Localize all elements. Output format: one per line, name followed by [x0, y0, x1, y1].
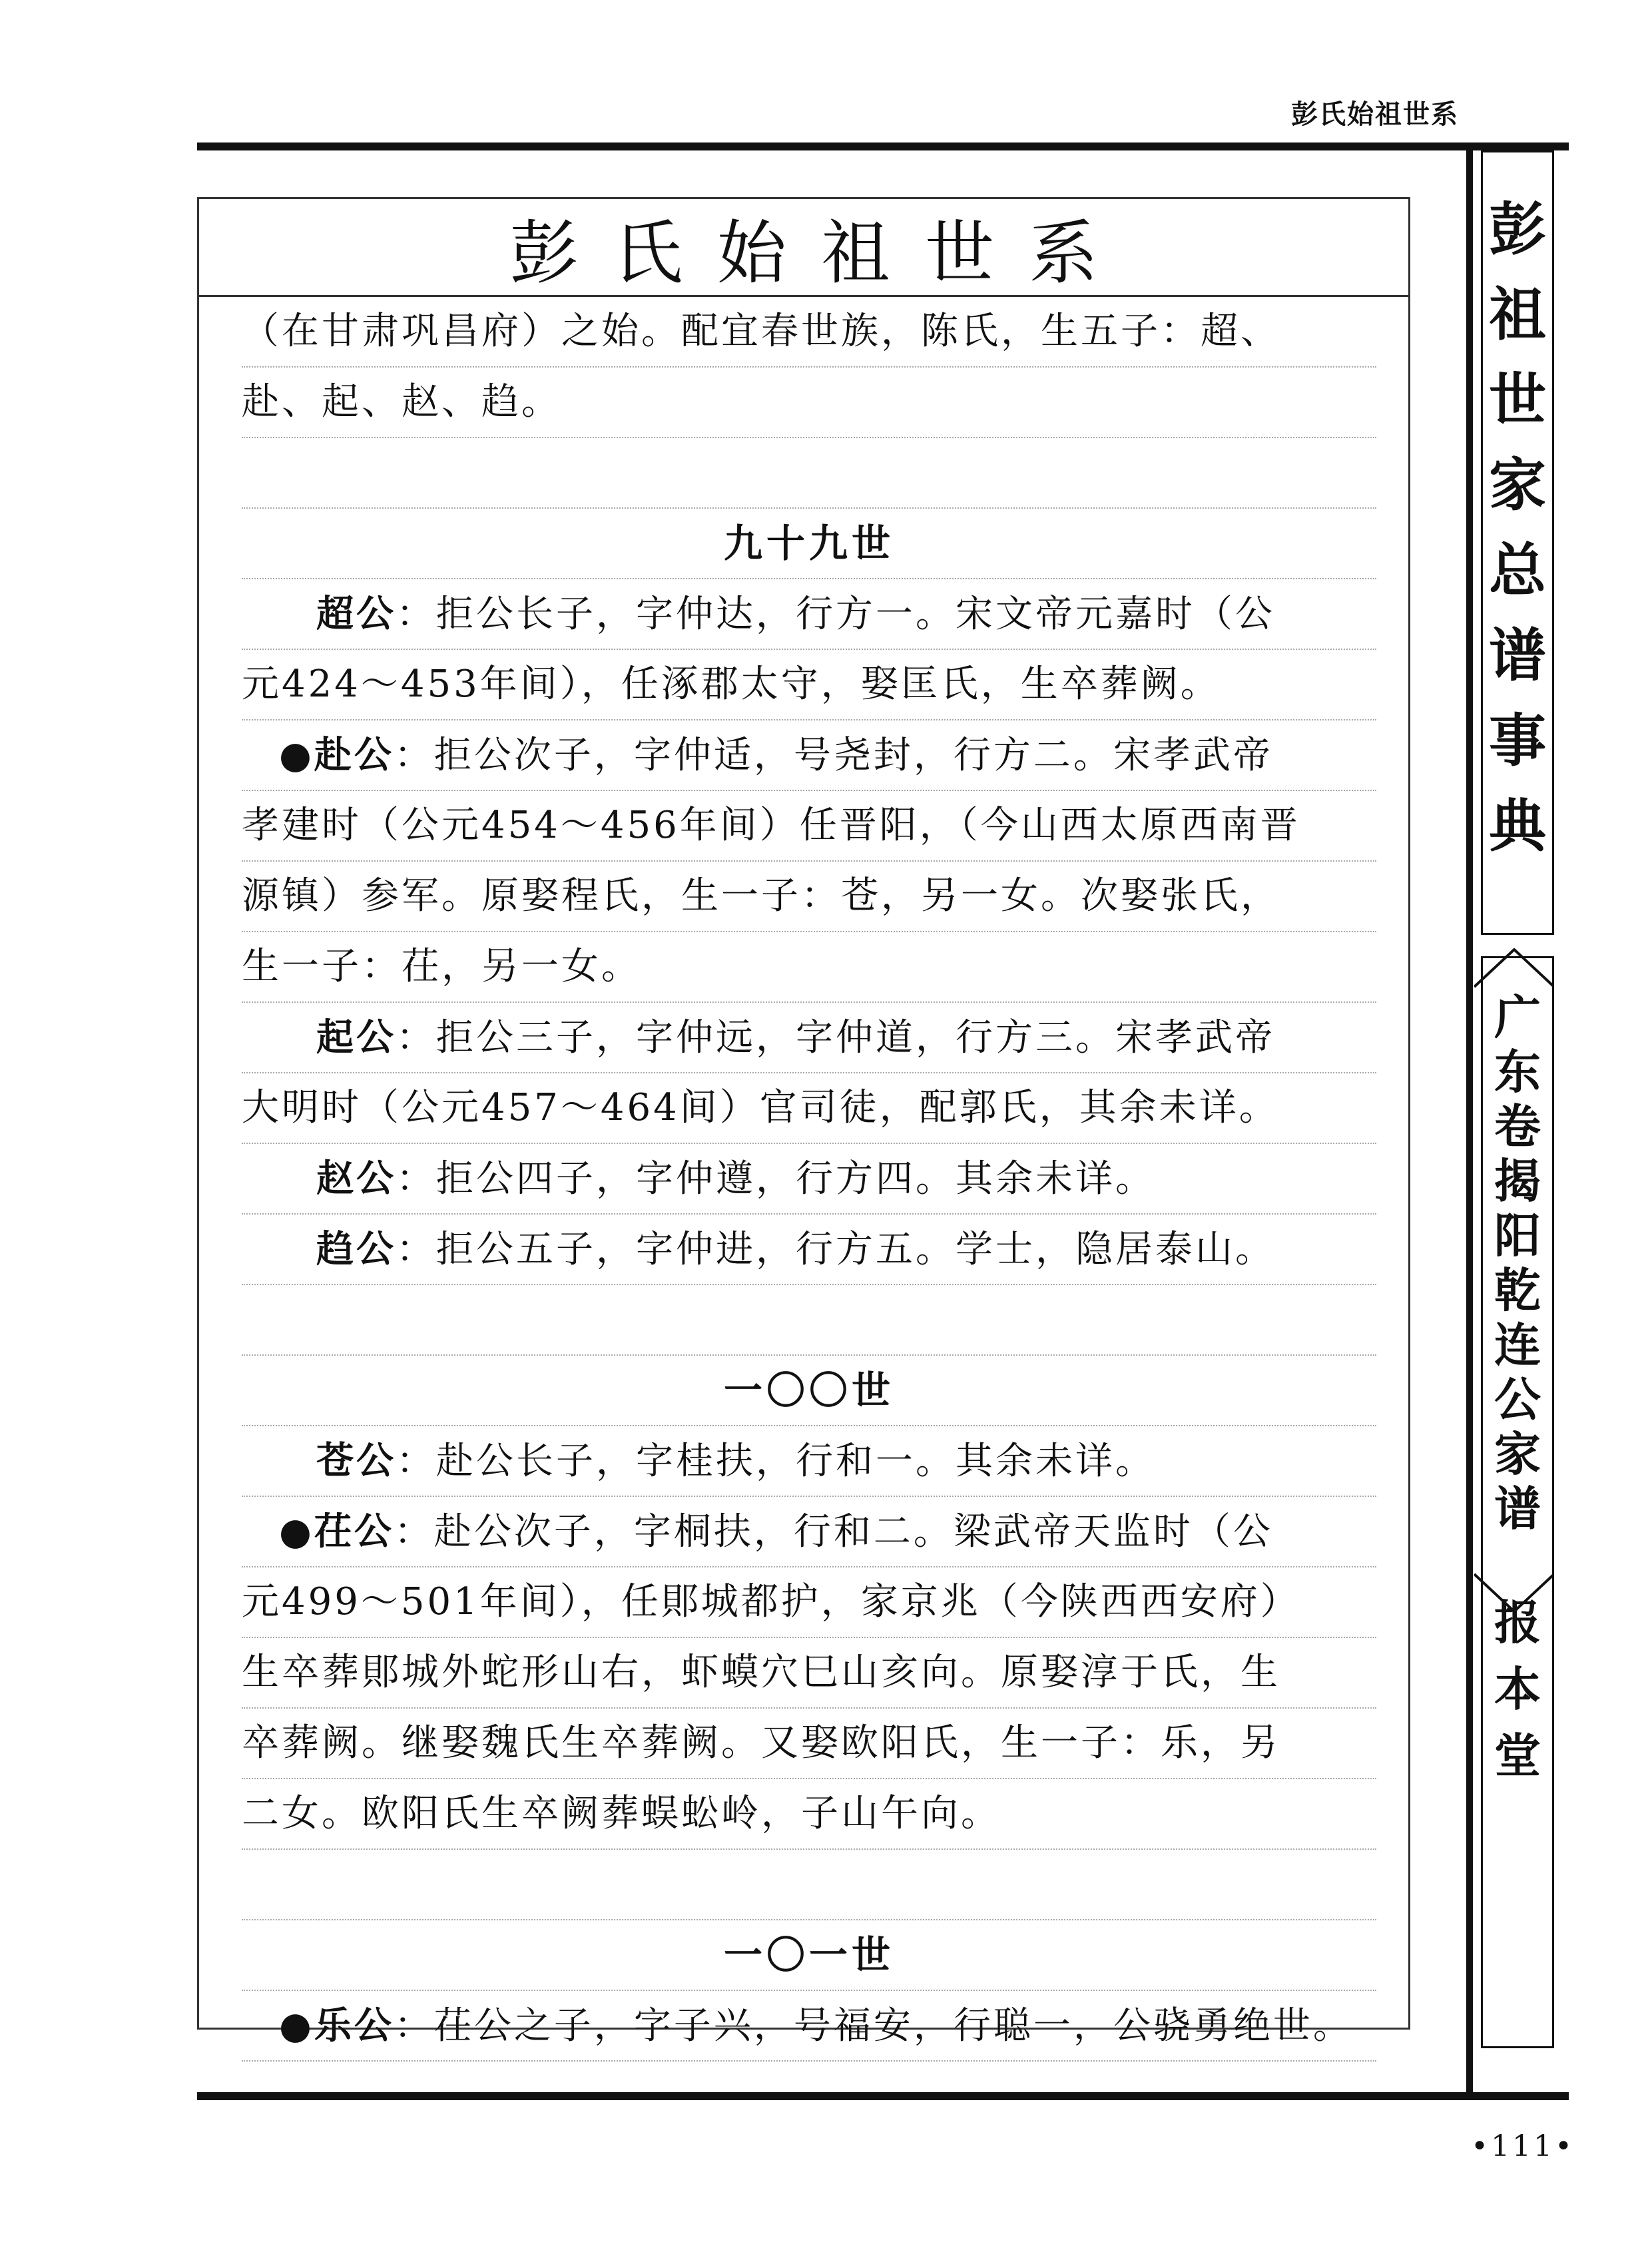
line-text: ：拒公长子，字仲达，行方一。宋文帝元嘉时（公 [396, 593, 1275, 636]
line-text: 卒葬阙。继娶魏氏生卒葬阙。又娶欧阳氏，生一子：乐，另 [242, 1721, 1280, 1765]
entry-first-line [242, 1991, 1376, 2062]
entry-first-line [242, 1003, 1376, 1073]
text-line [242, 1850, 1376, 1920]
side-spine [1466, 150, 1562, 2092]
line-text: ：拒公三子，字仲远，字仲道，行方三。宋孝武帝 [396, 1016, 1275, 1059]
line-text: 元424～453年间），任涿郡太守，娶匡氏，生卒葬阙。 [242, 663, 1221, 706]
top-rule [197, 142, 1569, 150]
entry-first-line [242, 1497, 1376, 1567]
spine-char: 公 [1494, 1372, 1541, 1427]
spine-volume-title [1483, 958, 1552, 1536]
spine-char: 家 [1489, 452, 1546, 519]
spine-char: 报 [1494, 1595, 1541, 1650]
entry-first-line [242, 1426, 1376, 1497]
line-text: 大明时（公元457～464间）官司徒，配郭氏，其余未详。 [242, 1086, 1279, 1129]
bottom-rule [197, 2092, 1569, 2100]
spine-char: 谱 [1494, 1482, 1541, 1536]
text-line [242, 650, 1376, 720]
line-text: 二女。欧阳氏生卒阙葬蜈蚣岭，子山午向。 [242, 1792, 1001, 1835]
spine-book-title [1483, 152, 1552, 869]
bullet-mark: ● [279, 2004, 314, 2048]
text-line [242, 438, 1376, 509]
spine-char: 祖 [1489, 282, 1546, 348]
text-lines [199, 297, 1408, 2062]
line-text: 元499～501年间），任郥城都护，家京兆（今陕西西安府） [242, 1580, 1300, 1623]
person-name: 赵公 [316, 1157, 396, 1201]
spine-char: 彭 [1489, 196, 1546, 263]
spine-char: 乾 [1494, 1263, 1541, 1318]
entry-first-line [242, 720, 1376, 791]
line-text: 生一子：茌，另一女。 [242, 945, 641, 988]
text-line [242, 1779, 1376, 1850]
spine-char: 阳 [1494, 1209, 1541, 1263]
person-name: 趋公 [316, 1227, 396, 1271]
spine-char: 典 [1489, 793, 1546, 860]
spine-char: 事 [1489, 708, 1546, 774]
entry-first-line [242, 1144, 1376, 1215]
line-text: 赴、起、赵、趋。 [242, 380, 561, 423]
bullet-mark: ● [279, 733, 314, 777]
spine-char: 卷 [1494, 1099, 1541, 1154]
spine-char: 世 [1489, 367, 1546, 433]
spine-char: 本 [1494, 1662, 1541, 1717]
running-head: 彭氏始祖世系 [1291, 99, 1459, 130]
generation-heading: 一〇〇世 [242, 1356, 1376, 1426]
entry-first-line [242, 1215, 1376, 1285]
spine-char: 广 [1494, 990, 1541, 1045]
person-name: 超公 [316, 592, 396, 636]
spine-char: 家 [1494, 1427, 1541, 1482]
page-number: •111• [1471, 2129, 1575, 2163]
text-line [242, 791, 1376, 862]
text-line [242, 1285, 1376, 1356]
text-line [242, 932, 1376, 1003]
text-line [242, 297, 1376, 368]
person-name: 茌公 [314, 1510, 394, 1553]
line-text: 生卒葬郥城外蛇形山右，虾蟆穴巳山亥向。原娶淳于氏，生 [242, 1651, 1280, 1694]
main-text-box [197, 197, 1410, 2048]
text-line [242, 862, 1376, 932]
generation-heading: 一〇一世 [242, 1920, 1376, 1991]
line-text: 孝建时（公元454～456年间）任晋阳，（今山西太原西南晋 [242, 804, 1300, 847]
spine-char: 揭 [1494, 1154, 1541, 1209]
spine-char: 连 [1494, 1318, 1541, 1372]
spine-lower-panel [1481, 956, 1554, 2048]
bullet-mark: ● [279, 1510, 314, 1553]
line-text: ：拒公次子，字仲适，号尧封，行方二。宋孝武帝 [394, 734, 1273, 777]
line-text: ：赴公长子，字桂扶，行和一。其余未详。 [396, 1440, 1155, 1483]
spine-char: 谱 [1489, 623, 1546, 689]
line-text: ：茌公之子，字子兴，号福安，行聪一，公骁勇绝世。 [394, 2004, 1353, 2048]
entry-first-line [242, 579, 1376, 650]
text-line [242, 1709, 1376, 1779]
text-line [242, 1567, 1376, 1638]
text-line [242, 368, 1376, 438]
person-name: 乐公 [314, 2004, 394, 2048]
line-text: ：赴公次子，字桐扶，行和二。梁武帝天监时（公 [394, 1510, 1273, 1553]
text-line [242, 1638, 1376, 1709]
line-text: ：拒公四子，字仲遵，行方四。其余未详。 [396, 1157, 1155, 1201]
spine-char: 堂 [1494, 1729, 1541, 1783]
line-text: （在甘肃巩昌府）之始。配宜春世族，陈氏，生五子：超、 [242, 310, 1280, 353]
spine-char: 东 [1494, 1045, 1541, 1099]
person-name: 赴公 [314, 733, 394, 777]
person-name: 起公 [316, 1015, 396, 1059]
person-name: 苍公 [316, 1439, 396, 1483]
title-bar [199, 199, 1408, 297]
generation-heading: 九十九世 [242, 509, 1376, 579]
spine-title-panel [1481, 150, 1554, 935]
spine-chevron-bottom [1474, 1573, 1554, 1613]
spine-char: 总 [1489, 537, 1546, 604]
text-line [242, 1073, 1376, 1144]
page-title: 彭氏始祖世系 [509, 212, 1133, 294]
spine-chevron-top [1474, 948, 1554, 988]
line-text: ：拒公五子，字仲进，行方五。学士，隐居泰山。 [396, 1228, 1275, 1271]
line-text: 源镇）参军。原娶程氏，生一子：苍，另一女。次娶张氏， [242, 874, 1280, 918]
